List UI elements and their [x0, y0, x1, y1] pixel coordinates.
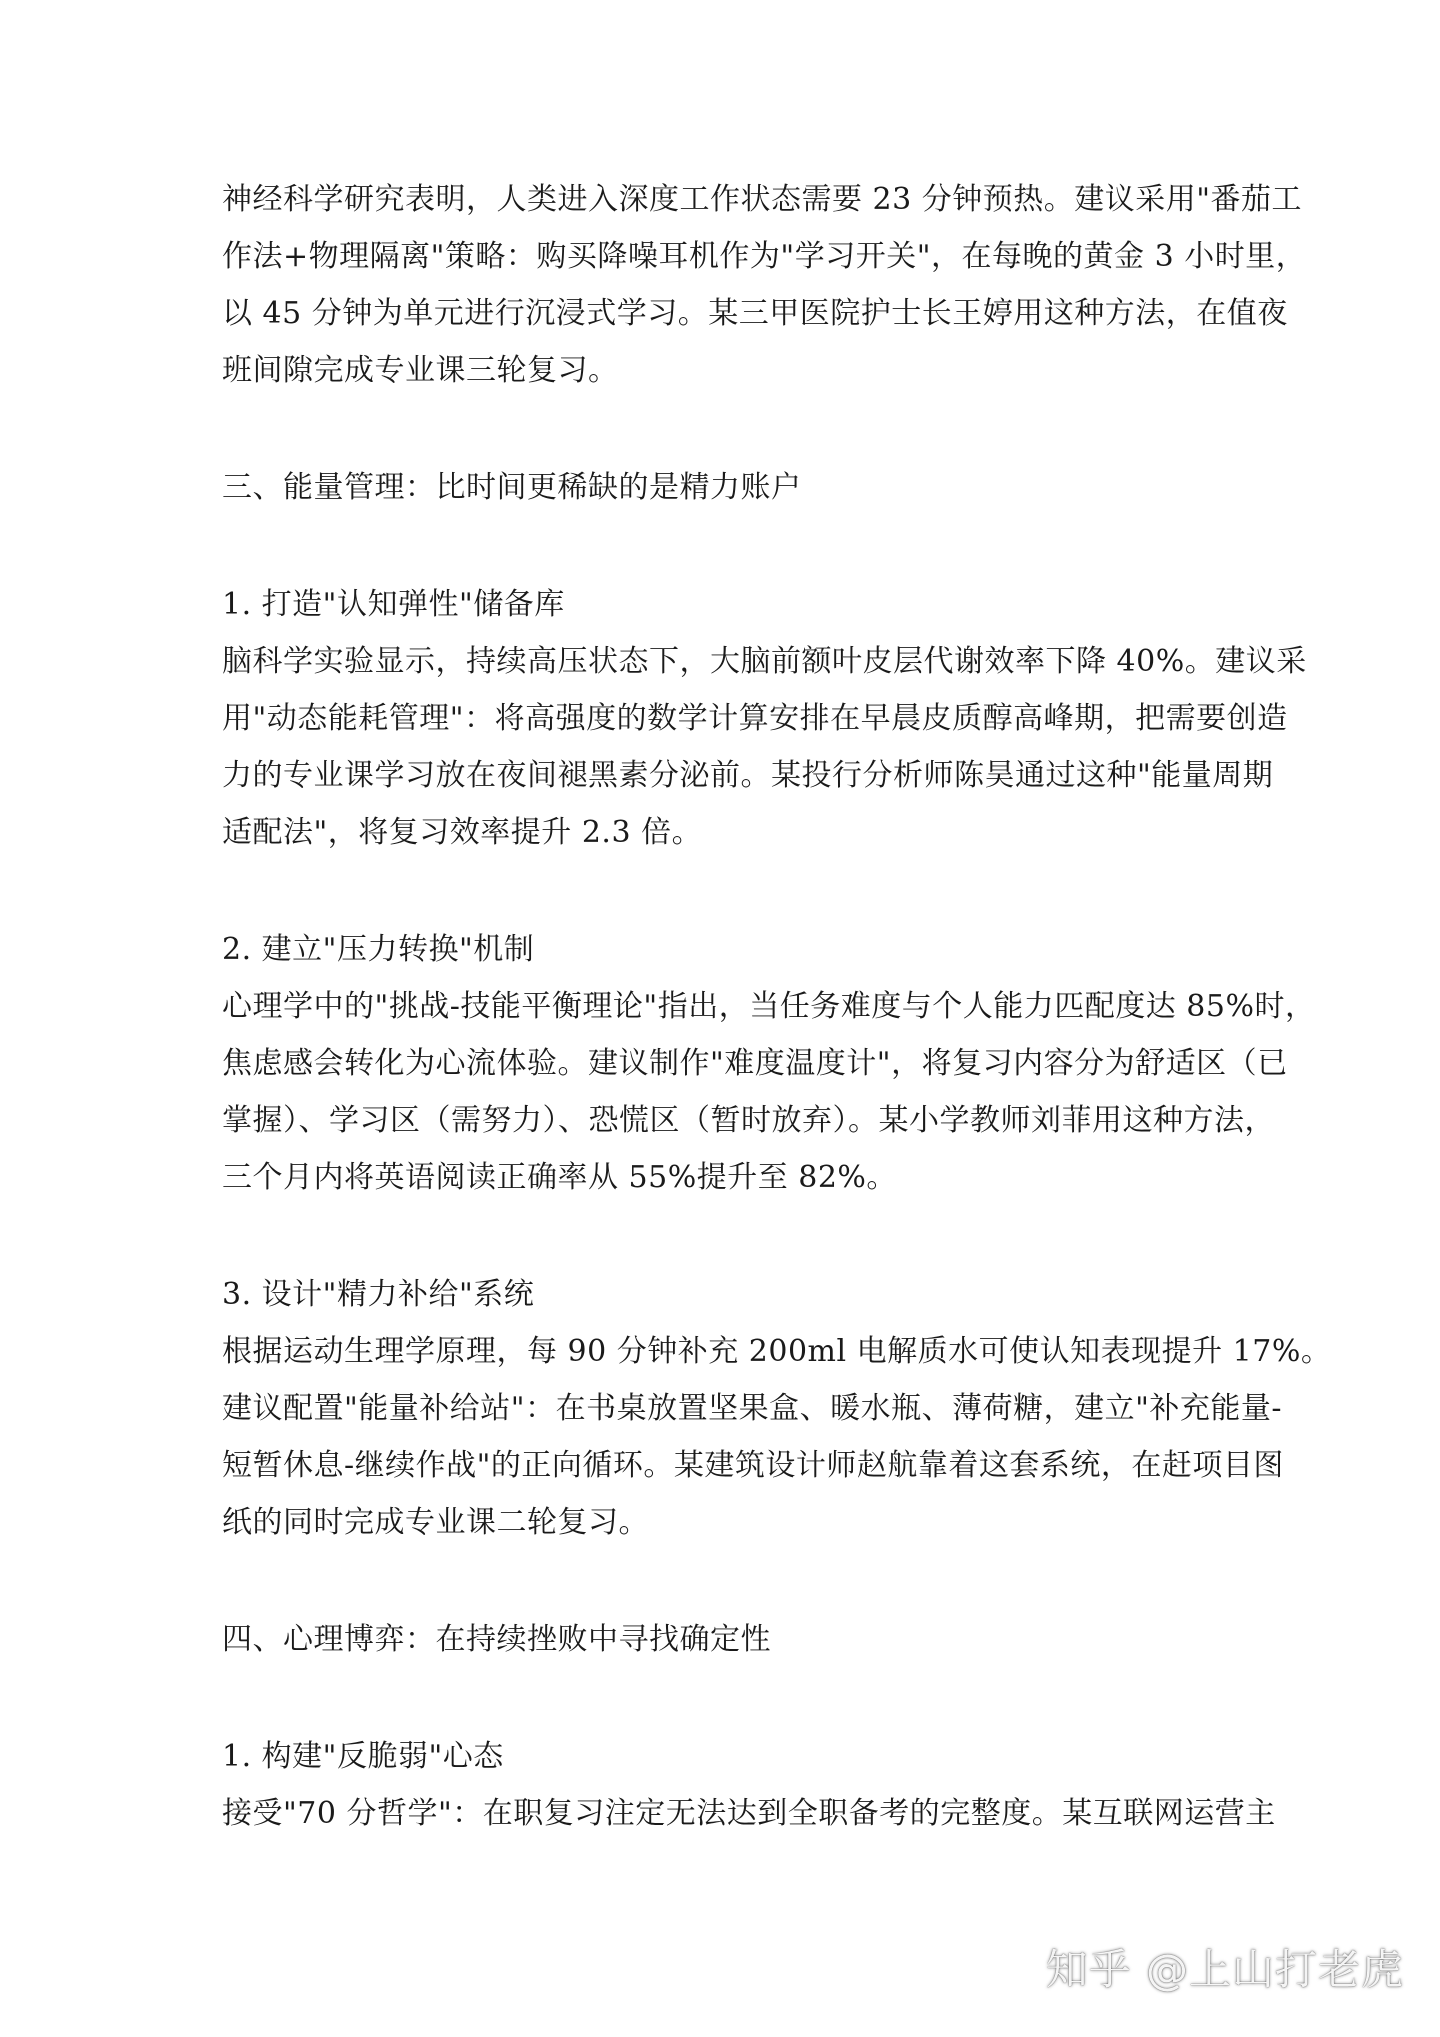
paragraph-line: 神经科学研究表明，人类进入深度工作状态需要 23 分钟预热。建议采用"番茄工	[222, 182, 1303, 217]
section-heading: 三、能量管理：比时间更稀缺的是精力账户	[222, 470, 802, 505]
paragraph-line: 以 45 分钟为单元进行沉浸式学习。某三甲医院护士长王婷用这种方法，在值夜	[222, 296, 1288, 331]
subsection-heading: 1. 打造"认知弹性"储备库	[222, 587, 565, 622]
paragraph-line: 建议配置"能量补给站"：在书桌放置坚果盒、暖水瓶、薄荷糖，建立"补充能量-	[222, 1391, 1283, 1426]
paragraph-line: 班间隙完成专业课三轮复习。	[222, 353, 619, 388]
paragraph-line: 短暂休息-继续作战"的正向循环。某建筑设计师赵航靠着这套系统，在赶项目图	[222, 1448, 1284, 1483]
paragraph-line: 三个月内将英语阅读正确率从 55%提升至 82%。	[222, 1160, 897, 1195]
section-heading: 四、心理博弈：在持续挫败中寻找确定性	[222, 1622, 771, 1657]
subsection-heading: 1. 构建"反脆弱"心态	[222, 1739, 504, 1774]
paragraph-line: 根据运动生理学原理，每 90 分钟补充 200ml 电解质水可使认知表现提升 17%。	[222, 1334, 1332, 1369]
zhihu-watermark: 知乎 @上山打老虎	[1045, 1945, 1404, 1994]
paragraph-line: 纸的同时完成专业课二轮复习。	[222, 1505, 649, 1540]
paragraph-line: 脑科学实验显示，持续高压状态下，大脑前额叶皮层代谢效率下降 40%。建议采	[222, 644, 1307, 679]
paragraph-line: 适配法"，将复习效率提升 2.3 倍。	[222, 815, 703, 850]
paragraph-line: 力的专业课学习放在夜间褪黑素分泌前。某投行分析师陈昊通过这种"能量周期	[222, 758, 1274, 793]
paragraph-line: 心理学中的"挑战-技能平衡理论"指出，当任务难度与个人能力匹配度达 85%时，	[222, 989, 1316, 1024]
subsection-heading: 3. 设计"精力补给"系统	[222, 1277, 535, 1312]
paragraph-line: 接受"70 分哲学"：在职复习注定无法达到全职备考的完整度。某互联网运营主	[222, 1796, 1276, 1831]
subsection-heading: 2. 建立"压力转换"机制	[222, 932, 535, 967]
paragraph-line: 焦虑感会转化为心流体验。建议制作"难度温度计"，将复习内容分为舒适区（已	[222, 1046, 1288, 1081]
paragraph-line: 掌握）、学习区（需努力）、恐慌区（暂时放弃）。某小学教师刘菲用这种方法，	[222, 1103, 1275, 1138]
paragraph-line: 作法+物理隔离"策略：购买降噪耳机作为"学习开关"，在每晚的黄金 3 小时里，	[222, 239, 1307, 274]
paragraph-line: 用"动态能耗管理"：将高强度的数学计算安排在早晨皮质醇高峰期，把需要创造	[222, 701, 1288, 736]
